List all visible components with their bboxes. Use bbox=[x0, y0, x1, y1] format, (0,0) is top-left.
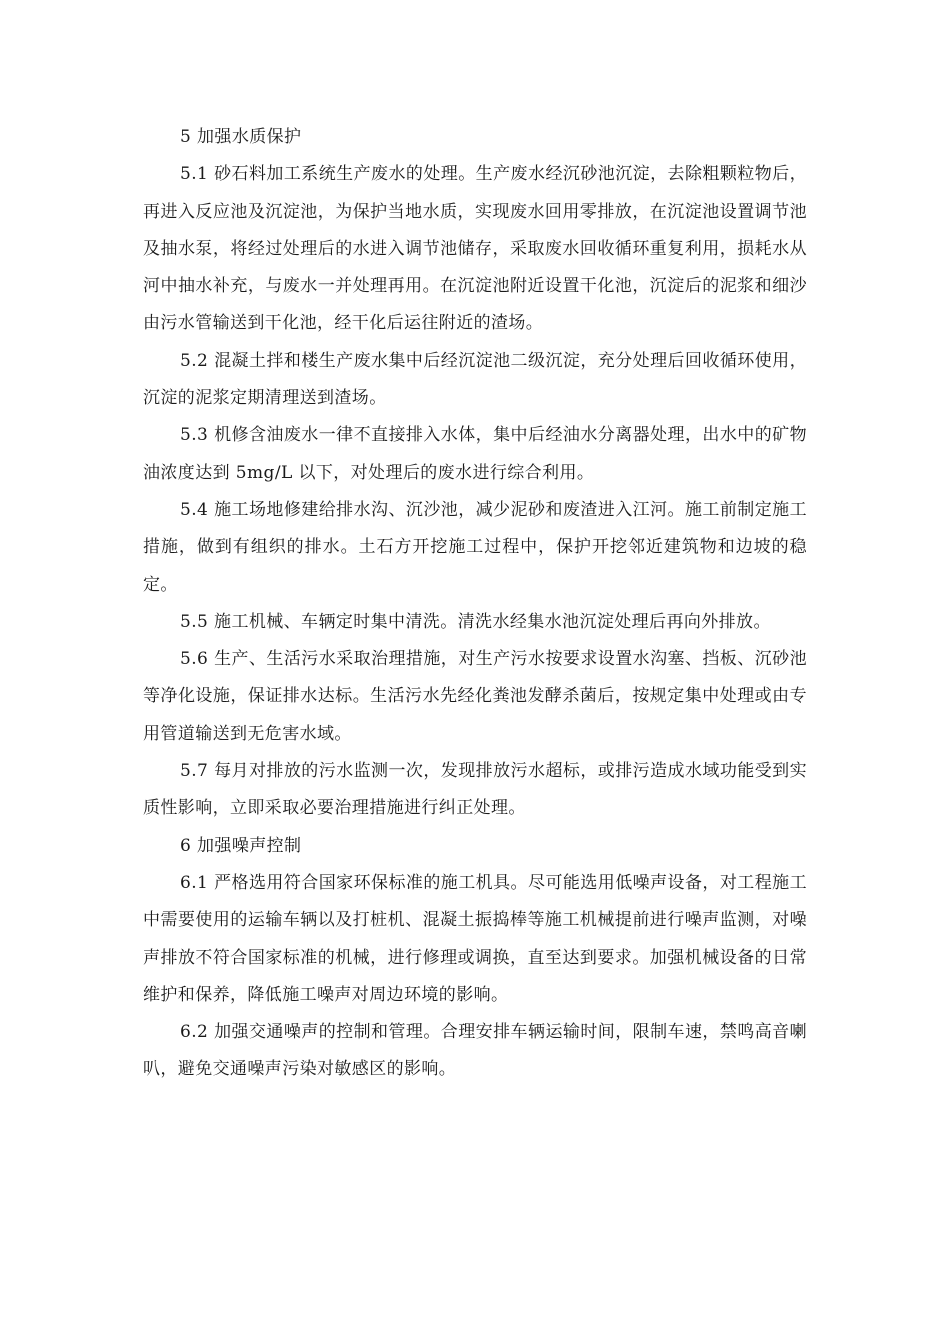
paragraph-5-1: 5.1 砂石料加工系统生产废水的处理。生产废水经沉砂池沉淀，去除粗颗粒物后，再进入反应池及沉淀池，为保护当地水质，实现废水回用零排放，在沉淀池设置调节池及抽水泵，将经过处理后的水进入调节池储存，采取废水回收循环重复利用，损耗水从河中抽水补充，与废水一并处理再用。在沉淀池附近设置干化池，沉淀后的泥浆和细沙由污水管输送到干化池，经干化后运往附近的渣场。 bbox=[143, 164, 807, 334]
paragraph-6-2: 6.2 加强交通噪声的控制和管理。合理安排车辆运输时间，限制车速，禁鸣高音喇叭，避免交通噪声污染对敏感区的影响。 bbox=[143, 1022, 807, 1080]
paragraph-5-4: 5.4 施工场地修建给排水沟、沉沙池，减少泥砂和废渣进入江河。施工前制定施工措施，做到有组织的排水。土石方开挖施工过程中，保护开挖邻近建筑物和边坡的稳定。 bbox=[143, 499, 807, 595]
paragraph-5-5: 5.5 施工机械、车辆定时集中清洗。清洗水经集水池沉淀处理后再向外排放。 bbox=[180, 611, 771, 632]
paragraph-5-6: 5.6 生产、生活污水采取治理措施，对生产污水按要求设置水沟塞、挡板、沉砂池等净化设施，保证排水达标。生活污水先经化粪池发酵杀菌后，按规定集中处理或由专用管道输送到无危害水域。 bbox=[143, 649, 807, 744]
section-heading-5: 5 加强水质保护 bbox=[180, 127, 302, 147]
paragraph-6-1: 6.1 严格选用符合国家环保标准的施工机具。尽可能选用低噪声设备，对工程施工中需要使用的运输车辆以及打桩机、混凝土振捣棒等施工机械提前进行噪声监测，对噪声排放不符合国家标准的机械，进行修理或调换，直至达到要求。加强机械设备的日常维护和保养，降低施工噪声对周边环境的影响。 bbox=[143, 872, 807, 1005]
paragraph-5-2: 5.2 混凝土拌和楼生产废水集中后经沉淀池二级沉淀，充分处理后回收循环使用，沉淀的泥浆定期清理送到渣场。 bbox=[143, 350, 807, 409]
section-heading-6: 6 加强噪声控制 bbox=[180, 835, 302, 856]
document-body bbox=[143, 119, 807, 1089]
paragraph-5-7: 5.7 每月对排放的污水监测一次，发现排放污水超标，或排污造成水域功能受到实质性影响，立即采取必要治理措施进行纠正处理。 bbox=[143, 761, 807, 819]
paragraph-5-3: 5.3 机修含油废水一律不直接排入水体，集中后经油水分离器处理，出水中的矿物油浓度达到 5mg/L 以下，对处理后的废水进行综合利用。 bbox=[143, 425, 807, 483]
